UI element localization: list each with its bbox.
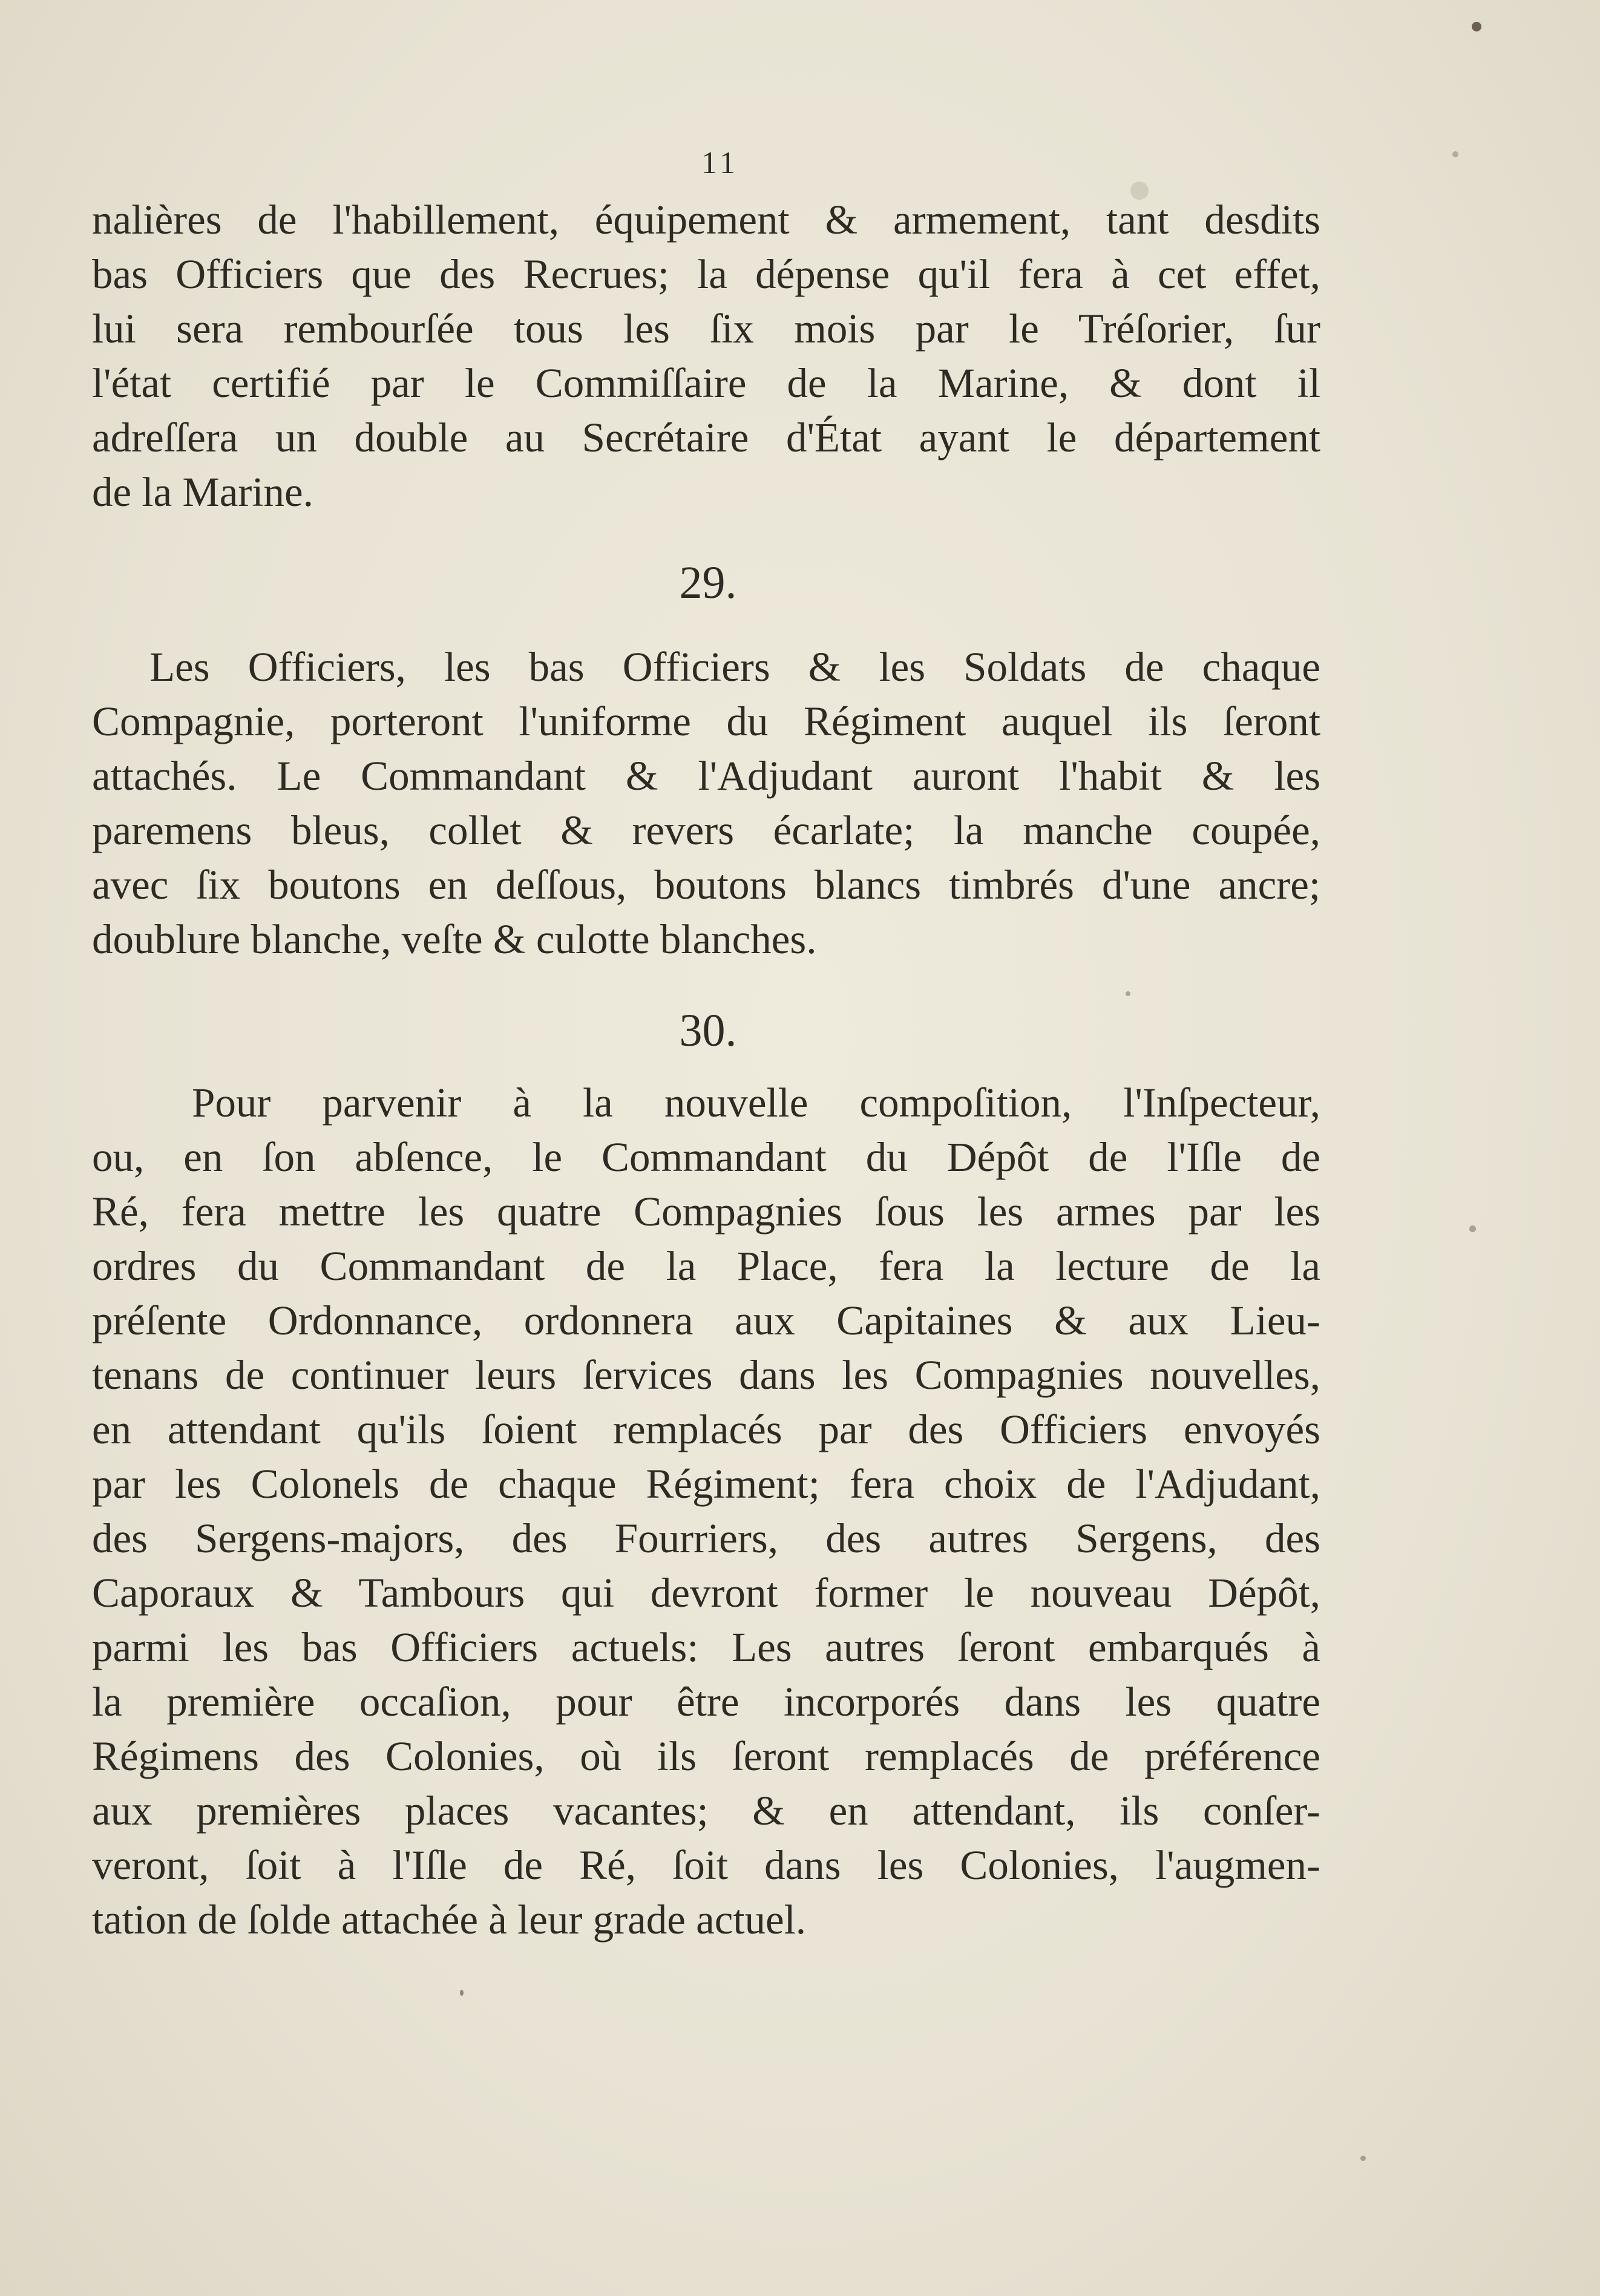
text-line: avec ſix boutons en deſſous, boutons blancs timbrés d'une ancre; [92, 862, 1320, 908]
text-line: des Sergens-majors, des Fourriers, des autres Sergens, des [92, 1515, 1320, 1561]
paper-speck [1360, 2156, 1366, 2161]
text-line: la première occaſion, pour être incorporés dans les quatre [92, 1679, 1320, 1725]
article-30-paragraph [92, 1075, 1320, 1947]
page-number: 11 [701, 146, 739, 180]
text-line: lui sera rembourſée tous les ſix mois par le Tréſorier, ſur [92, 306, 1320, 352]
text-line: de la Marine. [92, 469, 313, 515]
text-line: veront, ſoit à l'Iſle de Ré, ſoit dans les Colonies, l'augmen- [92, 1842, 1320, 1888]
text-line: l'état certifié par le Commiſſaire de la Marine, & dont il [92, 360, 1320, 406]
paper-speck [1452, 151, 1458, 157]
text-line: tenans de continuer leurs ſervices dans les Compagnies nouvelles, [92, 1352, 1320, 1398]
paper-speck [1472, 22, 1481, 31]
text-line: ou, en ſon abſence, le Commandant du Dépôt de l'Iſle de [92, 1134, 1320, 1180]
text-line: tation de ſolde attachée à leur grade actuel. [92, 1897, 807, 1943]
text-line: parmi les bas Officiers actuels: Les autres ſeront embarqués à [92, 1624, 1320, 1670]
text-line: Compagnie, porteront l'uniforme du Régiment auquel ils ſeront [92, 698, 1320, 744]
text-line: ordres du Commandant de la Place, fera la lecture de la [92, 1243, 1320, 1289]
paper-speck [460, 1990, 464, 1996]
article-29-paragraph [92, 640, 1320, 966]
text-line: nalières de l'habillement, équipement & armement, tant desdits [92, 197, 1320, 243]
text-line: Les Officiers, les bas Officiers & les Soldats de chaque [149, 644, 1320, 690]
paper-stain [1130, 182, 1149, 200]
text-line: aux premières places vacantes; & en attendant, ils conſer- [92, 1788, 1320, 1834]
text-line: attachés. Le Commandant & l'Adjudant auront l'habit & les [92, 753, 1320, 799]
text-line: en attendant qu'ils ſoient remplacés par des Officiers envoyés [92, 1406, 1320, 1452]
text-line: bas Officiers que des Recrues; la dépense qu'il fera à cet effet, [92, 251, 1320, 297]
text-line: Caporaux & Tambours qui devront former le nouveau Dépôt, [92, 1570, 1320, 1616]
article-number-30: 30. [679, 1005, 737, 1056]
text-line: paremens bleus, collet & revers écarlate; la manche coupée, [92, 807, 1320, 853]
article-number-29: 29. [679, 557, 737, 608]
text-line: doublure blanche, veſte & culotte blanches. [92, 916, 817, 962]
text-line: par les Colonels de chaque Régiment; fera choix de l'Adjudant, [92, 1461, 1320, 1507]
text-line: Ré, fera mettre les quatre Compagnies ſous les armes par les [92, 1189, 1320, 1235]
text-line: préſente Ordonnance, ordonnera aux Capitaines & aux Lieu- [92, 1297, 1320, 1343]
paper-speck [1126, 991, 1130, 996]
continuation-paragraph [92, 192, 1320, 519]
text-line: adreſſera un double au Secrétaire d'État ayant le département [92, 415, 1320, 461]
paper-speck [1469, 1225, 1476, 1232]
text-line: Régimens des Colonies, où ils ſeront remplacés de préférence [92, 1733, 1320, 1779]
text-line: Pour parvenir à la nouvelle compoſition, l'Inſpecteur, [192, 1080, 1320, 1126]
